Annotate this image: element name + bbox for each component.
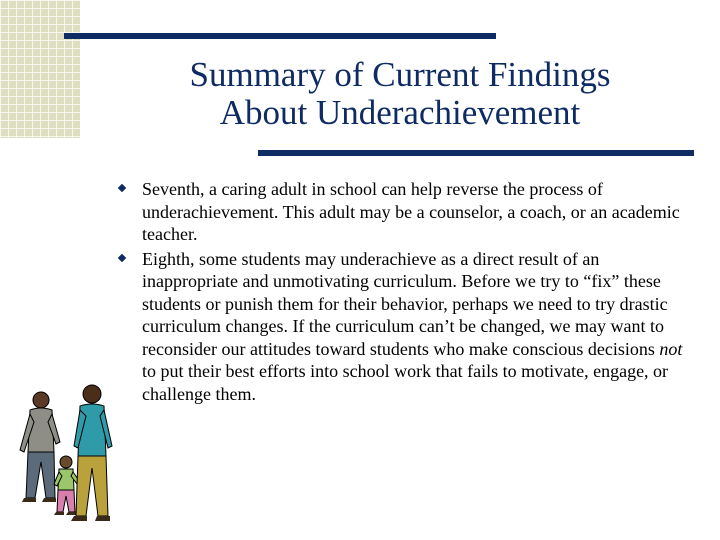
title-line-1: Summary of Current Findings xyxy=(189,55,611,94)
bullet-text-continued: to put their best efforts into school work that fails to motivate, engage, or challenge them. xyxy=(142,361,669,404)
diamond-bullet-icon xyxy=(118,253,126,261)
bottom-rule xyxy=(258,150,694,156)
top-rule xyxy=(64,33,496,39)
slide-title xyxy=(120,56,680,132)
title-line-2: About Underachievement xyxy=(219,93,581,132)
diamond-bullet-icon xyxy=(118,184,126,192)
bullet-item xyxy=(118,248,693,406)
bullet-text: Seventh, a caring adult in school can help reverse the process of underachievement. This adult may be a counselor, a coach, or an academic teacher. xyxy=(142,179,680,244)
bullet-text: Eighth, some students may underachieve as a direct result of an inappropriate and unmotivating curriculum. Before we try to “fix” these students or punish them for their behavior, perhaps we need to try drastic curriculum changes. If the curriculum can’t be changed, we may want to reconsider our attitudes toward students who make conscious decisions xyxy=(142,248,668,359)
bullet-item xyxy=(118,178,693,246)
decorative-grid xyxy=(0,0,80,138)
family-walking-clipart-icon xyxy=(8,380,118,528)
bullet-emphasis: not xyxy=(659,338,683,359)
bullet-list xyxy=(118,178,693,407)
